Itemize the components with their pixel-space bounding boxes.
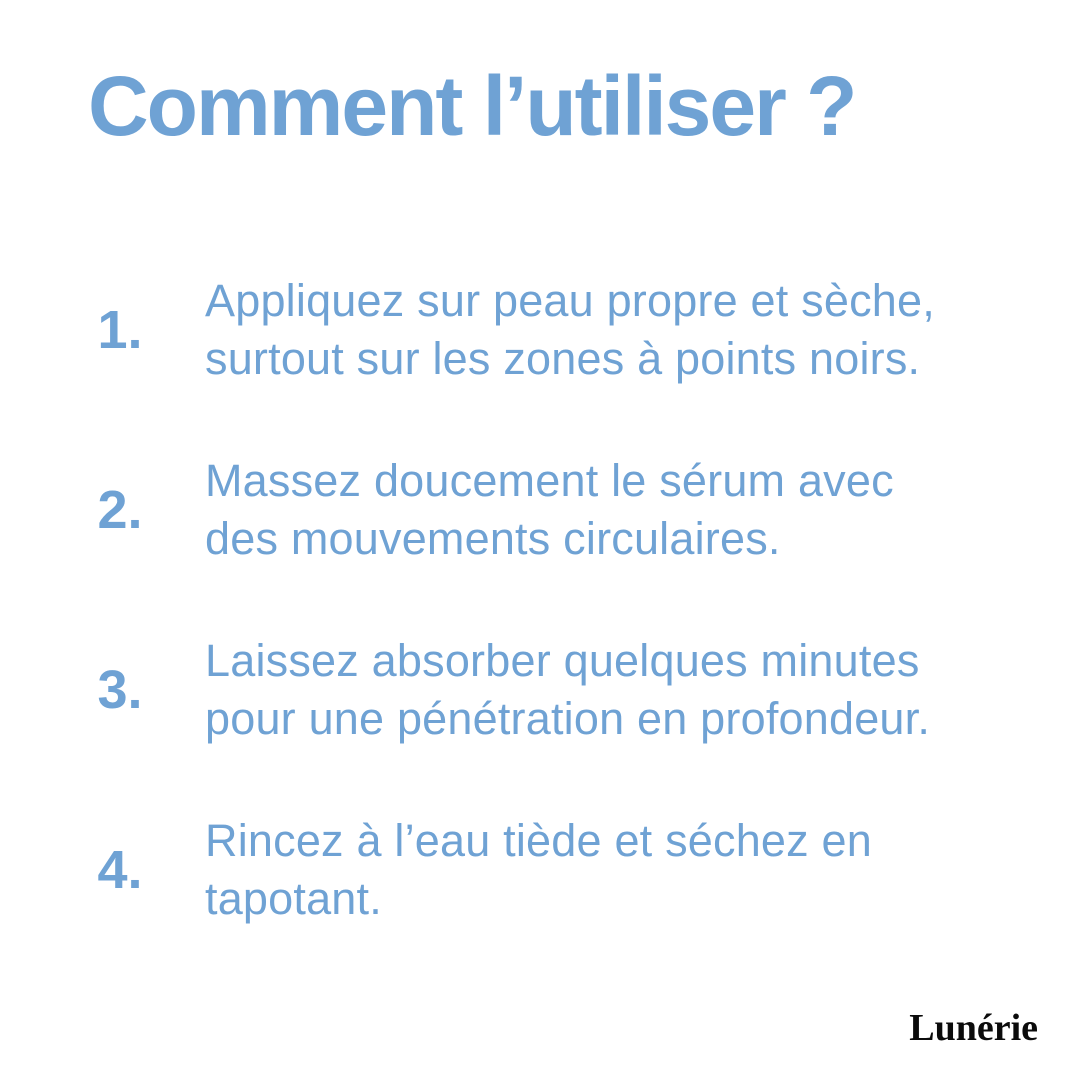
step-text-line: Appliquez sur peau propre et sèche, [205, 275, 935, 326]
step-item-4 [0, 812, 1080, 928]
step-item-1 [0, 272, 1080, 388]
step-number: 1. [97, 300, 143, 360]
brand-logo: Lunérie [909, 1007, 1038, 1049]
step-text-line: tapotant. [205, 873, 382, 924]
step-text-line: Rincez à l’eau tiède et séchez en [205, 815, 873, 866]
step-item-3 [0, 632, 1080, 748]
step-text-line: pour une pénétration en profondeur. [205, 693, 931, 744]
step-text-line: surtout sur les zones à points noirs. [205, 333, 921, 384]
step-text [205, 632, 930, 748]
step-item-2 [0, 452, 1080, 568]
step-text [205, 812, 872, 928]
step-number: 2. [97, 480, 143, 540]
page-title: Comment l’utiliser ? [88, 59, 856, 153]
step-number: 3. [97, 660, 143, 720]
step-number: 4. [97, 840, 143, 900]
step-text-line: des mouvements circulaires. [205, 513, 781, 564]
step-text-line: Massez doucement le sérum avec [205, 455, 894, 506]
step-text [205, 272, 935, 388]
step-text-line: Laissez absorber quelques minutes [205, 635, 920, 686]
step-text [205, 452, 894, 568]
